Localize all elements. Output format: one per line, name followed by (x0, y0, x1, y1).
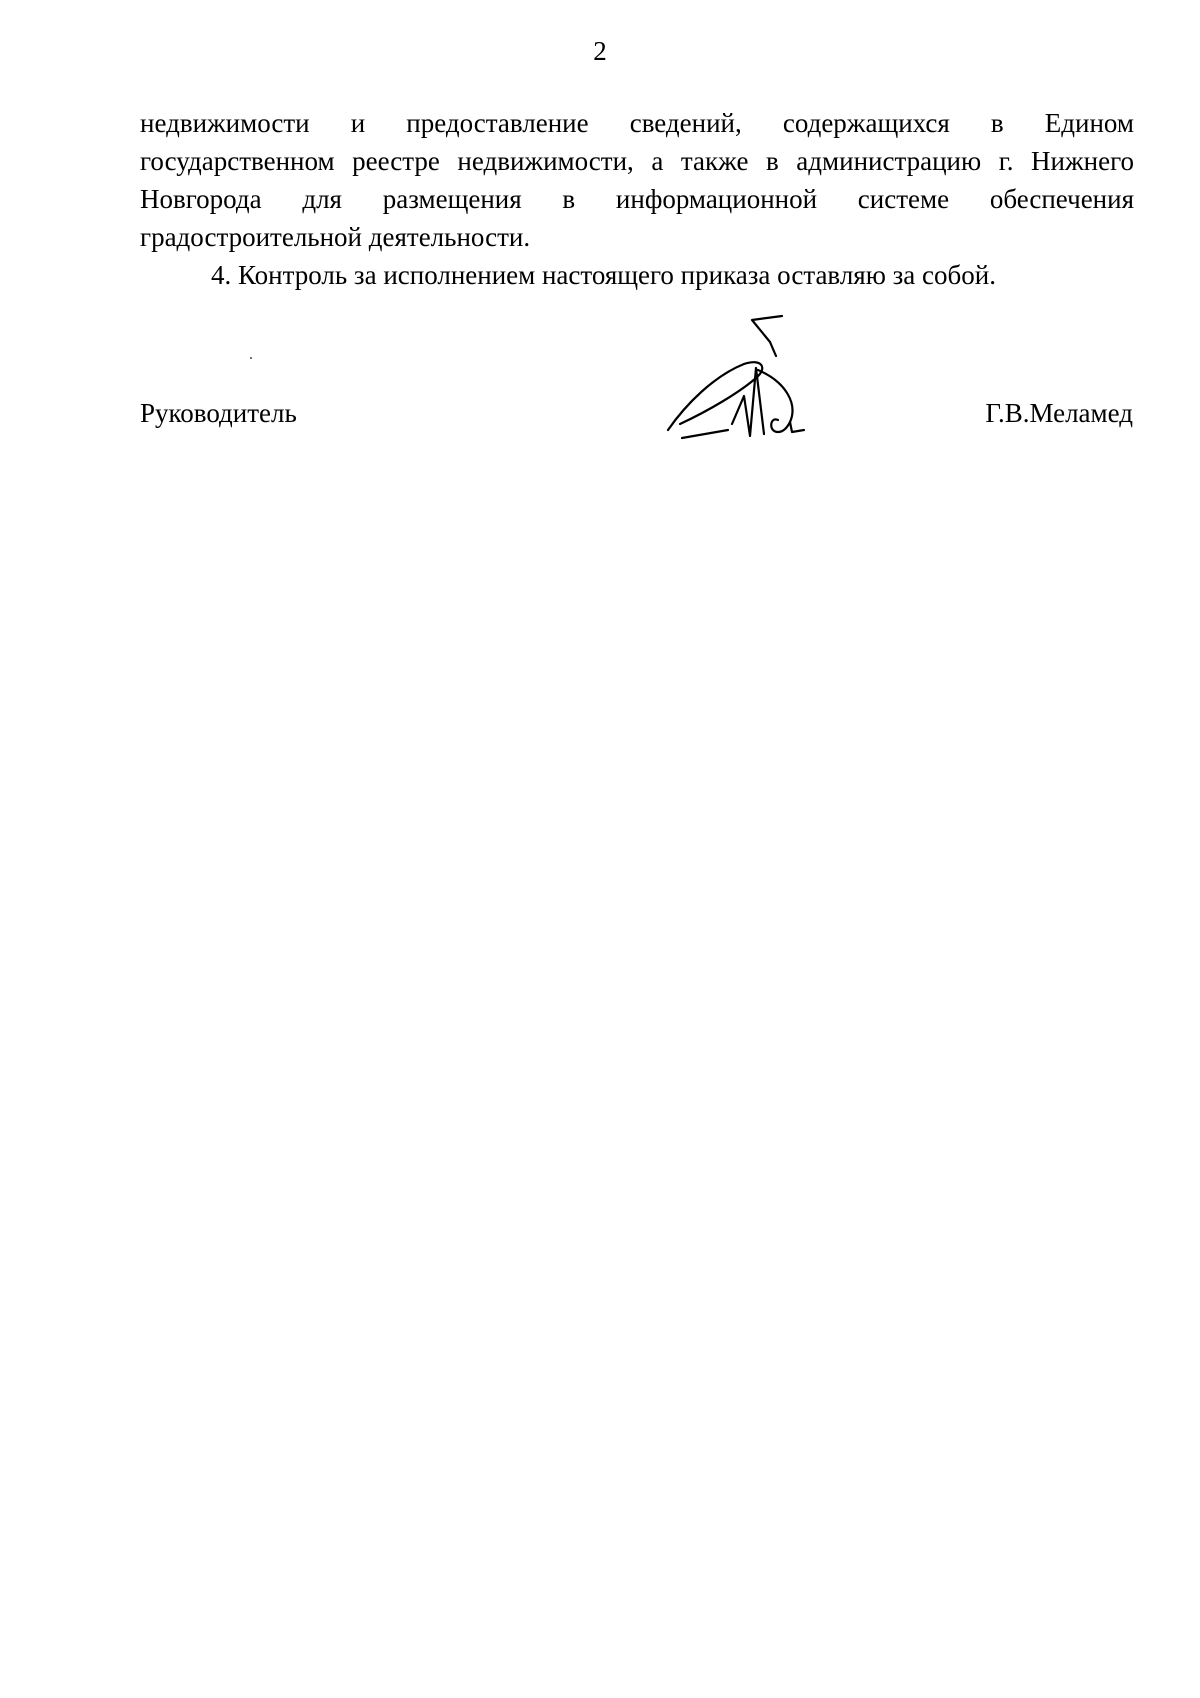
signatory-name: Г.В.Меламед (985, 398, 1133, 428)
paragraph-4: 4. Контроль за исполнением настоящего приказа оставляю за собой. (211, 260, 996, 290)
page-number: 2 (593, 36, 607, 66)
body-text (140, 104, 1134, 294)
signatory-role: Руководитель (140, 398, 297, 428)
body-line: недвижимости и предоставление сведений, содержащихся в Едином (140, 108, 1134, 138)
handwritten-signature (666, 312, 826, 452)
body-line: градостроительной деятельности. (140, 222, 531, 252)
scan-speck (250, 357, 252, 359)
body-line: государственном реестре недвижимости, а также в администрацию г. Нижнего (140, 146, 1134, 176)
body-line: Новгорода для размещения в информационной системе обеспечения (140, 184, 1134, 214)
